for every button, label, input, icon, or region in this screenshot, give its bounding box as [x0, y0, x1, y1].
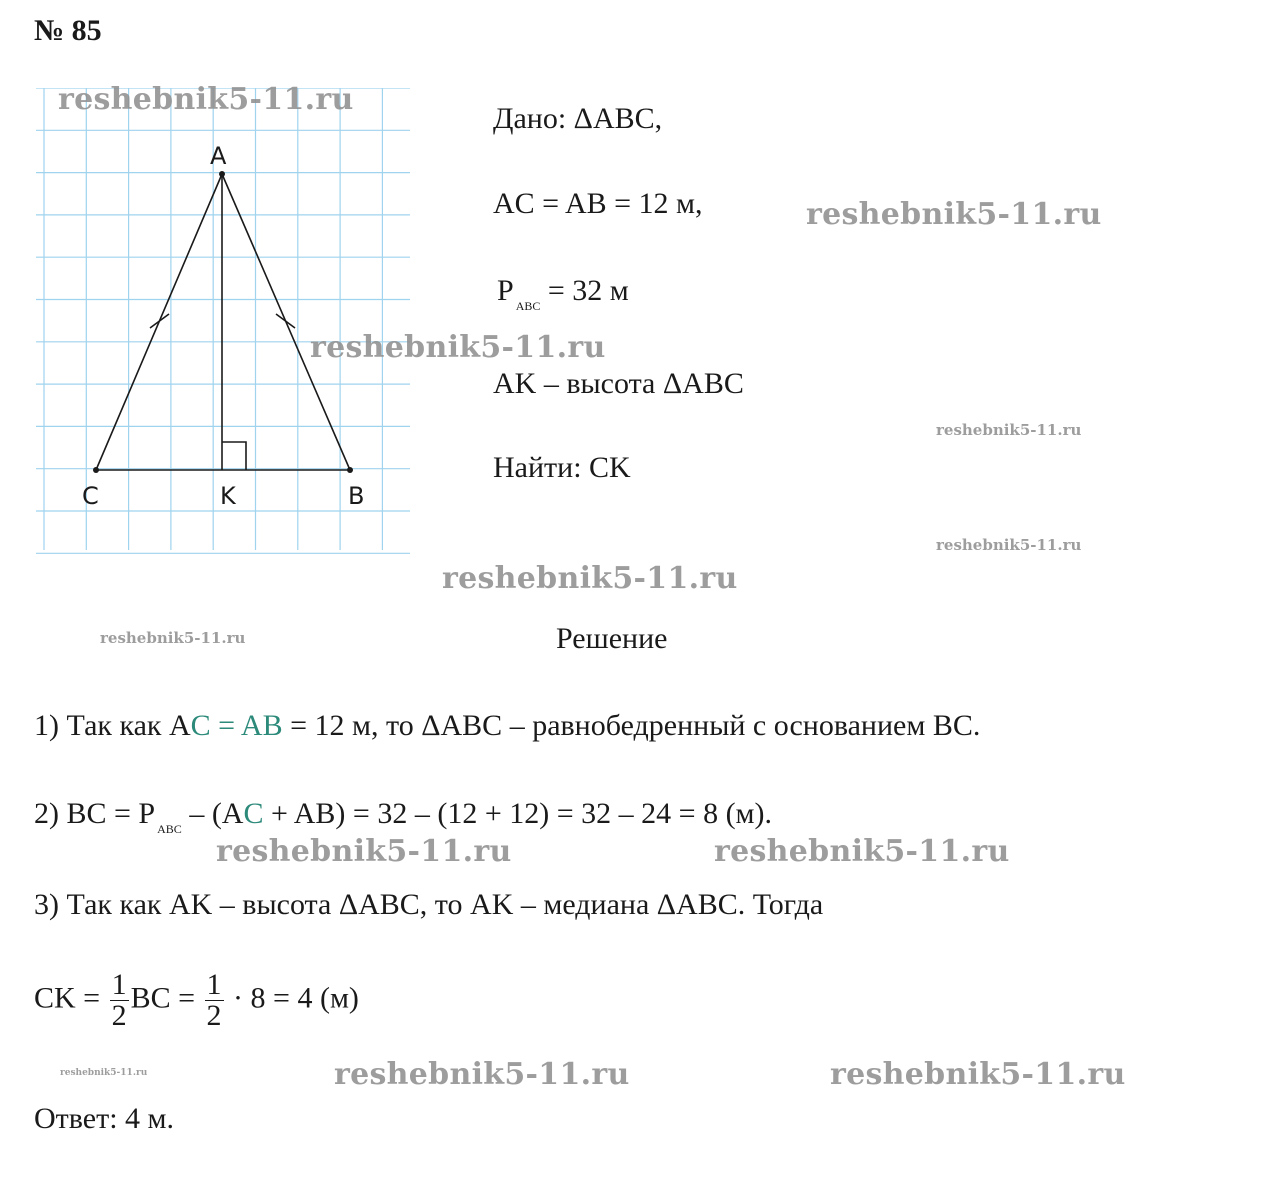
step-2-subscript: ABC: [157, 822, 182, 836]
fraction-one-half-1: $\frac{1}{2}$: [111, 968, 127, 1032]
vertex-point-b: [347, 467, 353, 473]
tick-mark-ac: [150, 314, 169, 328]
step-1-start: 1) Так как A: [34, 709, 191, 742]
given-line-4: AK – высота ΔABC: [493, 367, 744, 400]
vertex-label-c: C: [82, 482, 99, 510]
watermark: reshebnik5-11.ru: [58, 82, 354, 117]
solution-step-2: [34, 797, 772, 837]
step-1-end: = 12 м, то ΔABC – равнобедренный с основанием BC.: [282, 709, 981, 742]
step-2-end: + AB) = 32 – (12 + 12) = 32 – 24 = 8 (м).: [263, 797, 773, 830]
vertex-point-a: [219, 171, 225, 177]
watermark: reshebnik5-11.ru: [60, 1068, 148, 1078]
vertex-label-a: A: [210, 142, 227, 170]
step-4-end: · 8 = 4 (м): [225, 981, 359, 1015]
watermark: reshebnik5-11.ru: [310, 330, 606, 365]
given-line-3: [497, 274, 629, 314]
vertex-label-b: B: [348, 482, 365, 510]
vertex-point-c: [93, 467, 99, 473]
fraction-one-half-2: $\frac{1}{2}$: [206, 968, 222, 1032]
problem-number: № 85: [34, 14, 102, 47]
step-1-highlight: C = AB: [190, 709, 283, 742]
given-line-5: Найти: CK: [493, 451, 631, 484]
vertex-label-k: K: [220, 482, 236, 510]
step-4-lhs: CK =: [34, 981, 108, 1015]
solution-step-1: [34, 709, 980, 743]
watermark: reshebnik5-11.ru: [100, 629, 246, 647]
perimeter-subscript: ABC: [515, 299, 541, 313]
watermark: reshebnik5-11.ru: [442, 561, 738, 596]
watermark: reshebnik5-11.ru: [216, 834, 512, 869]
answer: Ответ: 4 м.: [34, 1102, 175, 1135]
solution-heading: Решение: [556, 622, 668, 655]
watermark: reshebnik5-11.ru: [714, 834, 1010, 869]
perimeter-value: = 32 м: [540, 274, 629, 307]
triangle-figure: [36, 88, 416, 558]
watermark: reshebnik5-11.ru: [936, 421, 1082, 439]
given-line-1: Дано: ΔABC,: [493, 102, 663, 135]
step-2-start: 2) BC = P: [34, 797, 156, 830]
step-4-mid: BC =: [130, 981, 203, 1015]
solution-step-3: 3) Так как AK – высота ΔABC, то AK – медиана ΔABC. Тогда: [34, 888, 824, 921]
watermark: reshebnik5-11.ru: [334, 1057, 630, 1092]
given-line-2: AC = AB = 12 м,: [493, 187, 703, 220]
solution-step-4: [34, 970, 359, 1031]
watermark: reshebnik5-11.ru: [806, 197, 1102, 232]
step-2-highlight: C: [243, 797, 264, 830]
watermark: reshebnik5-11.ru: [936, 536, 1082, 554]
watermark: reshebnik5-11.ru: [830, 1057, 1126, 1092]
tick-mark-ab: [276, 314, 295, 328]
right-angle-mark: [222, 442, 246, 470]
step-2-mid: – (A: [181, 797, 244, 830]
perimeter-symbol: P: [497, 274, 514, 307]
